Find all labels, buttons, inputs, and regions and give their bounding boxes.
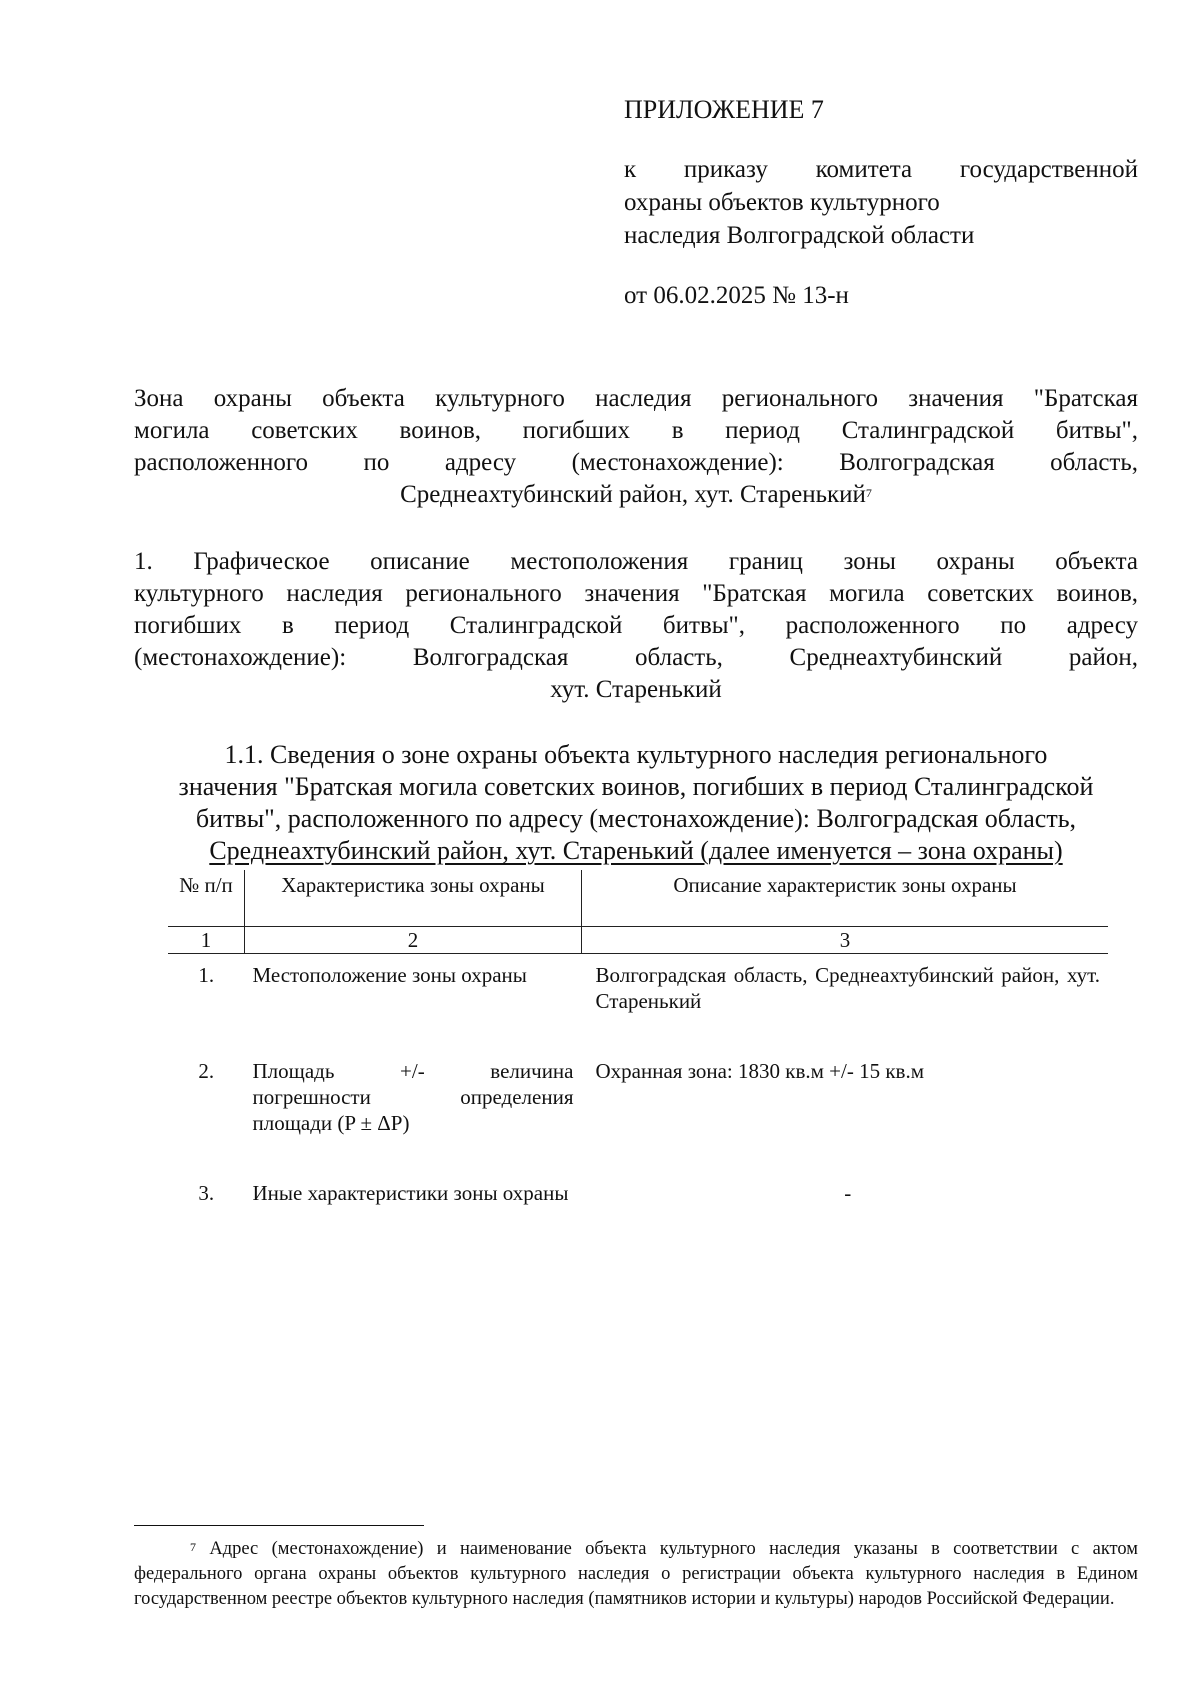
row-characteristic: Иные характеристики зоны охраны <box>252 1181 569 1205</box>
row-description: Охранная зона: 1830 кв.м +/- 15 кв.м <box>595 1059 924 1083</box>
row-description: Волгоградская область, Среднеахтубинский район, хут. Старенький <box>595 963 1100 1013</box>
table-header-row <box>168 870 1108 927</box>
title-line: расположенного по адресу (местонахождение): Волгоградская область, <box>134 449 1138 476</box>
section-1-1 <box>134 739 1138 867</box>
zone-characteristics-table <box>168 870 1108 1242</box>
zone-table <box>168 870 1108 1242</box>
title-line: Среднеахтубинский район, хут. Старенький$^7$ <box>400 481 872 508</box>
row-number: 3. <box>198 1181 215 1205</box>
title-line: Зона охраны объекта культурного наследия регионального значения "Братская <box>134 385 1138 412</box>
header-number: № п/п <box>168 870 245 927</box>
section-1-1-line: 1.1. Сведения о зоне охраны объекта культурного наследия регионального <box>224 740 1048 769</box>
zone-title <box>134 383 1138 511</box>
appendix-title: ПРИЛОЖЕНИЕ 7 <box>624 95 824 124</box>
footnote-text: Адрес (местонахождение) и наименование объекта культурного наследия указаны в соответствии с актом федерального органа охраны объектов культурного наследия о регистрации объекта культурного наследия в Едином государственном реестре объектов культурного наследия (памятников истории и культуры) народов Российской Федерации. <box>134 1539 1139 1609</box>
table-row <box>168 954 1108 1051</box>
row-characteristic: Местоположение зоны охраны <box>252 963 527 987</box>
row-number: 1. <box>198 963 215 987</box>
section-1-line: (местонахождение): Волгоградская область, Среднеахтубинский район, <box>134 644 1138 671</box>
column-number: 1 <box>168 927 245 954</box>
section-1-line: хут. Старенький <box>550 676 722 703</box>
order-line-2: охраны объектов культурного <box>624 189 940 216</box>
section-1-1-line: битвы", расположенного по адресу (местонахождение): Волгоградская область, <box>195 804 1077 833</box>
table-column-numbers <box>168 927 1108 954</box>
column-number: 2 <box>245 927 582 954</box>
row-number: 2. <box>198 1059 215 1083</box>
column-number: 3 <box>582 927 1109 954</box>
section-1-1-line: значения "Братская могила советских воинов, погибших в период Сталинградской <box>178 772 1094 801</box>
order-date: от 06.02.2025 № 13-н <box>624 282 849 309</box>
row-characteristic: Площадь +/- величина погрешности определения площади (P ± ΔP) <box>252 1059 574 1135</box>
section-1 <box>134 546 1138 706</box>
section-1-line: культурного наследия регионального значения "Братская могила советских воинов, <box>134 580 1138 607</box>
title-line: могила советских воинов, погибших в период Сталинградской битвы", <box>134 417 1138 444</box>
table-row <box>168 1050 1108 1172</box>
header-description: Описание характеристик зоны охраны <box>582 870 1109 927</box>
footnote-ref: 7 <box>865 486 872 500</box>
header-characteristic: Характеристика зоны охраны <box>245 870 582 927</box>
section-1-line: погибших в период Сталинградской битвы", расположенного по адресу <box>134 612 1138 639</box>
order-line-3: наследия Волгоградской области <box>624 222 975 249</box>
footnote-number: 7 <box>190 1540 196 1554</box>
footnote-divider <box>134 1525 424 1526</box>
row-description: - <box>844 1181 852 1205</box>
footnote <box>134 1537 1138 1612</box>
table-row <box>168 1172 1108 1242</box>
order-line-1: к приказу комитета государственной <box>624 156 1139 183</box>
order-reference <box>624 153 1138 252</box>
section-1-line: 1. Графическое описание местоположения границ зоны охраны объекта <box>134 548 1138 575</box>
section-1-1-line: Среднеахтубинский район, хут. Старенький (далее именуется – зона охраны) <box>209 836 1063 865</box>
